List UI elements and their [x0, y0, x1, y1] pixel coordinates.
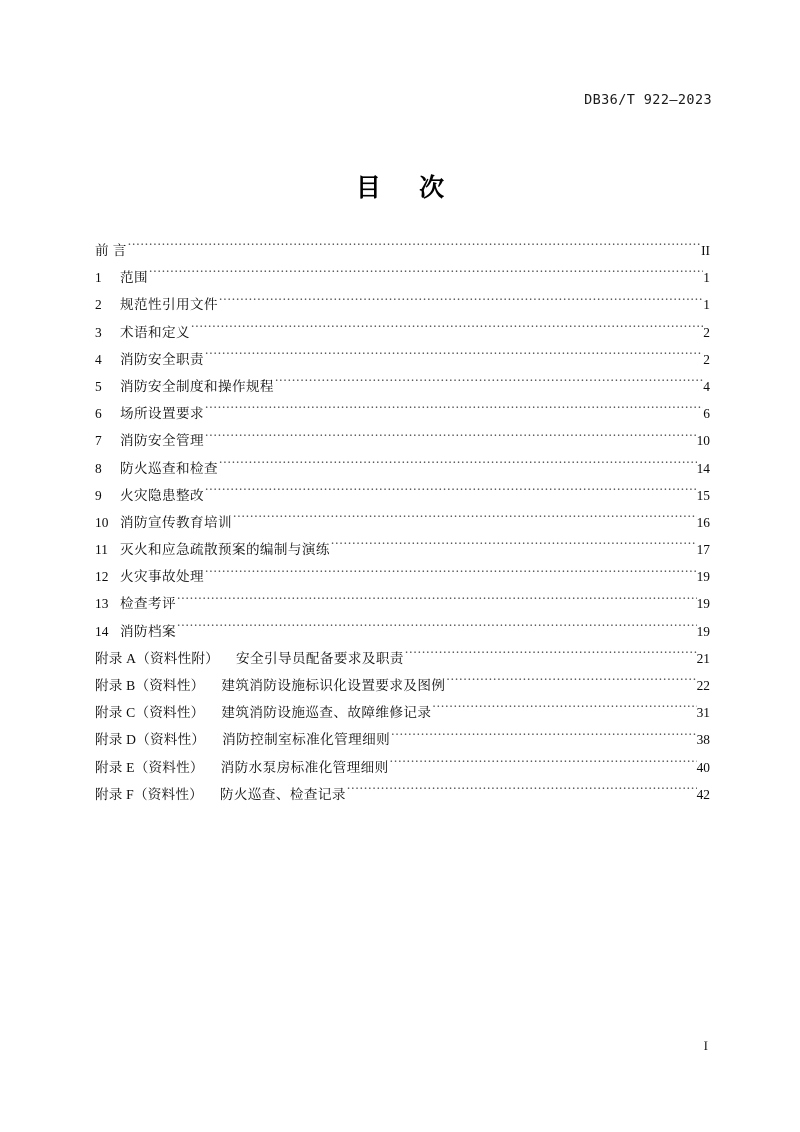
toc-dot-leader	[149, 269, 703, 283]
toc-entry[interactable]	[95, 726, 710, 753]
toc-dot-leader	[275, 377, 703, 391]
toc-entry-number: 9	[95, 487, 102, 503]
toc-entry-page-number: 4	[703, 378, 710, 394]
toc-entry-title: 消防档案	[120, 623, 176, 639]
toc-entry-page-number: 42	[696, 786, 710, 802]
toc-entry-number: 10	[95, 514, 109, 530]
page-header-standard-number: DB36/T 922—2023	[584, 92, 712, 108]
toc-entry[interactable]	[95, 618, 710, 645]
toc-entry-page-number: 16	[696, 514, 710, 530]
toc-entry-title: 消防控制室标准化管理细则	[222, 732, 391, 748]
toc-entry-title: 防火巡查和检查	[120, 460, 218, 476]
toc-dot-leader	[233, 513, 697, 527]
toc-entry-title: 消防安全管理	[120, 433, 204, 449]
toc-entry-title: 灭火和应急疏散预案的编制与演练	[120, 542, 330, 558]
toc-entry-appendix-label: 附录 C（资料性）	[95, 705, 205, 721]
toc-entry-page-number: 19	[696, 596, 710, 612]
toc-entry[interactable]	[95, 754, 710, 781]
toc-entry[interactable]	[95, 672, 710, 699]
toc-entry-number: 2	[95, 297, 102, 313]
toc-entry[interactable]	[95, 427, 710, 454]
toc-entry[interactable]	[95, 645, 710, 672]
toc-entry-number: 3	[95, 324, 102, 340]
toc-entry-title: 建筑消防设施标识化设置要求及图例	[221, 678, 446, 693]
toc-entry-page-number: 19	[696, 569, 710, 585]
toc-entry[interactable]	[95, 291, 710, 318]
toc-entry-title: 场所设置要求	[120, 406, 204, 422]
toc-entry-page-number: 17	[696, 542, 710, 558]
toc-entry-title: 火灾隐患整改	[120, 487, 204, 503]
toc-entry[interactable]	[95, 563, 710, 590]
toc-entry-title: 建筑消防设施巡查、故障维修记录	[221, 705, 432, 721]
toc-entry[interactable]	[95, 590, 710, 617]
toc-entry-title: 检查考评	[120, 596, 176, 612]
toc-dot-leader	[128, 241, 701, 255]
toc-entry-page-number: 10	[696, 433, 710, 449]
toc-entry-number: 7	[95, 433, 102, 449]
toc-entry-title: 术语和定义	[120, 324, 190, 340]
toc-entry-number: 13	[95, 596, 109, 612]
toc-entry-title: 火灾事故处理	[120, 569, 204, 585]
toc-entry-title: 消防安全职责	[120, 351, 204, 367]
toc-entry-page-number: 15	[696, 487, 710, 503]
toc-dot-leader	[205, 405, 703, 419]
toc-entry-number: 14	[95, 623, 109, 639]
toc-entry-page-number: 1	[703, 270, 710, 286]
toc-entry[interactable]	[95, 346, 710, 373]
toc-entry-page-number: 2	[703, 324, 710, 340]
toc-entry-page-number: 14	[696, 460, 710, 476]
toc-entry[interactable]	[95, 536, 710, 563]
toc-dot-leader	[331, 540, 697, 554]
toc-entry[interactable]	[95, 400, 710, 427]
toc-entry-number: 12	[95, 569, 109, 585]
toc-entry-page-number: 40	[696, 759, 710, 775]
toc-entry[interactable]	[95, 482, 710, 509]
page-footer-page-number: I	[703, 1038, 708, 1053]
toc-entry-page-number: 1	[703, 297, 710, 313]
toc-entry-page-number: 31	[696, 705, 710, 721]
toc-entry-title: 消防水泵房标准化管理细则	[220, 759, 389, 775]
toc-dot-leader	[405, 649, 697, 663]
toc-dot-leader	[205, 568, 697, 582]
toc-entry-page-number: 2	[703, 351, 710, 367]
toc-entry-page-number: II	[701, 243, 710, 258]
toc-dot-leader	[177, 622, 697, 636]
toc-dot-leader	[432, 704, 696, 718]
toc-entry-title: 消防安全制度和操作规程	[120, 378, 274, 394]
toc-entry-number: 6	[95, 406, 102, 422]
toc-entry-title: 安全引导员配备要求及职责	[235, 650, 404, 666]
toc-entry-page-number: 22	[696, 678, 710, 693]
toc-entry[interactable]	[95, 699, 710, 726]
toc-dot-leader	[391, 731, 697, 745]
toc-entry-number: 4	[95, 351, 102, 367]
toc-dot-leader	[219, 296, 703, 310]
toc-dot-leader	[205, 432, 697, 446]
toc-dot-leader	[219, 459, 697, 473]
toc-entry[interactable]	[95, 781, 710, 808]
toc-entry-title: 前 言	[95, 243, 127, 258]
toc-entry-page-number: 21	[696, 650, 710, 666]
toc-entry-page-number: 19	[696, 623, 710, 639]
toc-entry-title: 消防宣传教育培训	[120, 514, 232, 530]
toc-entry-number: 5	[95, 378, 102, 394]
toc-entry[interactable]	[95, 237, 710, 264]
toc-entry-page-number: 6	[703, 406, 710, 422]
page-title: 目 次	[355, 175, 461, 202]
toc-entry-number: 8	[95, 460, 102, 476]
toc-entry-appendix-label: 附录 B（资料性）	[95, 678, 205, 693]
toc-entry[interactable]	[95, 373, 710, 400]
table-of-contents	[95, 237, 710, 808]
toc-dot-leader	[205, 486, 697, 500]
toc-dot-leader	[191, 323, 703, 337]
toc-entry[interactable]	[95, 455, 710, 482]
toc-entry-title: 规范性引用文件	[120, 297, 218, 313]
toc-entry[interactable]	[95, 509, 710, 536]
toc-entry-appendix-label: 附录 E（资料性）	[95, 759, 204, 775]
toc-entry[interactable]	[95, 264, 710, 291]
toc-entry-appendix-label: 附录 D（资料性）	[95, 732, 206, 748]
toc-dot-leader	[177, 595, 697, 609]
toc-entry-title: 范围	[120, 270, 148, 286]
toc-entry[interactable]	[95, 319, 710, 346]
toc-dot-leader	[205, 350, 703, 364]
toc-entry-number: 1	[95, 270, 102, 286]
toc-entry-appendix-label: 附录 F（资料性）	[95, 786, 203, 802]
toc-entry-appendix-label: 附录 A（资料性附）	[95, 650, 219, 666]
toc-entry-title: 防火巡查、检查记录	[219, 786, 346, 802]
toc-entry-page-number: 38	[696, 732, 710, 748]
toc-dot-leader	[446, 676, 696, 690]
toc-dot-leader	[347, 785, 697, 799]
toc-entry-number: 11	[95, 542, 108, 558]
toc-dot-leader	[390, 758, 697, 772]
